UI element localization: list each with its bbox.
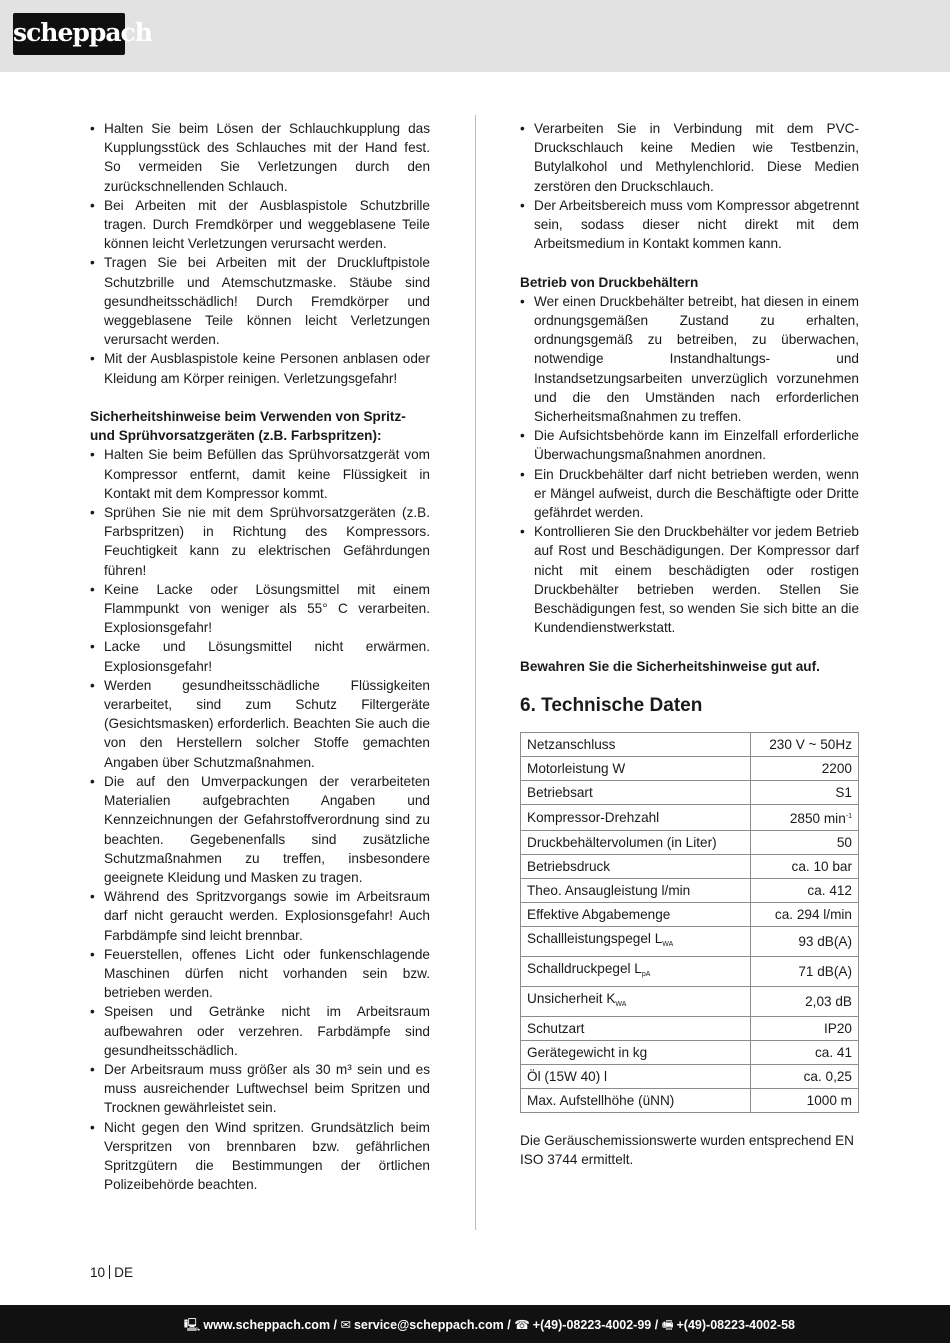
- spec-value: [750, 732, 858, 756]
- safety-list-pvc: [520, 119, 859, 253]
- page-header: [0, 0, 950, 72]
- footer-fax: +(49)-08223-4002-58: [676, 1318, 795, 1332]
- spec-value-text: ca. 10 bar: [791, 858, 852, 874]
- spec-value-text: 230 V ~ 50Hz: [769, 736, 852, 752]
- computer-icon: 🖳: [183, 1318, 201, 1332]
- phone-icon: ☎: [514, 1318, 530, 1332]
- list-item: • Wer einen Druckbehälter betreibt, hat diesen in einem ordnungsgemäßen Zustand zu erhalten, ordnungsgemäß zu betreiben, zu überwachen, notwendige Instandhaltungs- und Instandsetzungsarbeiten unverzüglich vorzunehmen und die den Umständen nach erforderlichen Sicherheitsmaßnahmen zu treffen.: [520, 292, 859, 426]
- spec-value: [750, 1064, 858, 1088]
- table-row: [521, 830, 859, 854]
- spec-value-text: IP20: [824, 1020, 852, 1036]
- spec-label: [521, 830, 751, 854]
- spec-label-subscript: WA: [615, 1000, 627, 1008]
- table-row: [521, 804, 859, 830]
- emission-note: Die Geräuschemissionswerte wurden entsprechend EN ISO 3744 ermittelt.: [520, 1132, 854, 1168]
- list-item: • Während des Spritzvorgangs sowie im Arbeitsraum darf nicht geraucht werden. Explosionsgefahr! Auch Farbdämpfe sind leicht brennbar.: [90, 887, 430, 945]
- list-item: • Keine Lacke oder Lösungsmittel mit einem Flammpunkt von weniger als 55° C verarbeiten. Explosionsgefahr!: [90, 580, 430, 638]
- list-item: • Kontrollieren Sie den Druckbehälter vor jedem Betrieb auf Rost und Beschädigungen. Der Kompressor darf nicht mit einem beschädigten oder rostigen Druckbehälter betrieben werden. Stellen Sie Beschädigungen fest, so wenden Sie sich bitte an die Kundendienstwerkstatt.: [520, 522, 859, 637]
- spec-value-text: 2850 min: [789, 810, 846, 826]
- column-divider: [475, 115, 476, 1230]
- table-row: [521, 756, 859, 780]
- spec-value: [750, 1016, 858, 1040]
- spec-value: [750, 780, 858, 804]
- footer-phone: +(49)-08223-4002-99 /: [532, 1318, 659, 1332]
- spec-value-text: ca. 41: [814, 1044, 852, 1060]
- table-row: [521, 1016, 859, 1040]
- page-number: [90, 1265, 133, 1280]
- spec-label: [521, 878, 751, 902]
- spec-label-text: Betriebsart: [527, 784, 593, 800]
- heading-pressure-vessels: Betrieb von Druckbehältern: [520, 274, 699, 290]
- spec-label-subscript: pA: [641, 970, 651, 978]
- logo-text: scheppach: [13, 18, 152, 47]
- keep-instructions-note: Bewahren Sie die Sicherheitshinweise gut auf.: [520, 658, 820, 674]
- safety-list-pressure-vessels: [520, 292, 859, 638]
- footer-email[interactable]: service@scheppach.com /: [353, 1318, 511, 1332]
- spec-value-text: S1: [835, 784, 852, 800]
- fax-icon: 🖷: [661, 1318, 674, 1332]
- table-row: [521, 732, 859, 756]
- spec-label-text: Theo. Ansaugleistung l/min: [527, 882, 691, 898]
- spec-label: [521, 1016, 751, 1040]
- page-number-separator: [109, 1265, 110, 1279]
- left-column: [90, 119, 430, 1194]
- spec-label: [521, 1040, 751, 1064]
- spec-value: [750, 986, 858, 1016]
- list-item: • Speisen und Getränke nicht im Arbeitsraum aufbewahren oder verzehren. Farbdämpfe sind gesundheitsschädlich.: [90, 1002, 430, 1060]
- table-row: [521, 986, 859, 1016]
- table-row: [521, 1088, 859, 1112]
- spec-label-text: Unsicherheit K: [527, 990, 616, 1006]
- table-row: [521, 1040, 859, 1064]
- spec-label-text: Kompressor-Drehzahl: [527, 809, 660, 825]
- spec-value-text: 2,03 dB: [805, 993, 852, 1009]
- page-number-value: 10: [90, 1265, 106, 1280]
- mail-icon: ✉: [340, 1318, 351, 1332]
- list-item: • Nicht gegen den Wind spritzen. Grundsätzlich beim Verspritzen von brennbaren bzw. gefährlichen Spritzgütern die Bestimmungen der örtlichen Polizeibehörde beachten.: [90, 1118, 430, 1195]
- list-item: • Sprühen Sie nie mit dem Sprühvorsatzgeräten (z.B. Farbspritzen) in Richtung des Kompressors. Feuchtigkeit kann zu elektrischen Gefährdungen führen!: [90, 503, 430, 580]
- spec-label: [521, 780, 751, 804]
- spec-label-text: Schutzart: [527, 1020, 585, 1036]
- spec-label-subscript: WA: [662, 940, 674, 948]
- spec-label: [521, 1064, 751, 1088]
- list-item: • Die auf den Umverpackungen der verarbeiteten Materialien aufgebrachten Angaben und Kennzeichnungen der Gefahrstoffverordnung sind zu beachten. Gegebenenfalls sind zusätzliche Schutzmaßnahmen zu treffen, insbesondere geeignete Kleidung und Masken zu tragen.: [90, 772, 430, 887]
- table-row: [521, 878, 859, 902]
- list-item: • Lacke und Lösungsmittel nicht erwärmen. Explosionsgefahr!: [90, 637, 430, 675]
- spec-label: [521, 902, 751, 926]
- spec-label-text: Schallleistungspegel L: [527, 930, 663, 946]
- spec-value: [750, 756, 858, 780]
- table-row: [521, 926, 859, 956]
- technical-data-table: [520, 732, 859, 1113]
- list-item: • Halten Sie beim Lösen der Schlauchkupplung das Kupplungsstück des Schlauches mit der Hand fest. So vermeiden Sie Verletzungen durch den zurückschnellenden Schlauch.: [90, 119, 430, 196]
- right-column: [520, 119, 859, 1183]
- list-item: • Der Arbeitsraum muss größer als 30 m³ sein und es muss ausreichender Luftwechsel beim Spritzen und Trocknen gewährleistet sein.: [90, 1060, 430, 1118]
- spec-label: [521, 1088, 751, 1112]
- table-row: [521, 780, 859, 804]
- table-row: [521, 1064, 859, 1088]
- spec-value: [750, 830, 858, 854]
- spec-label-text: Effektive Abgabemenge: [527, 906, 671, 922]
- spec-label-text: Druckbehältervolumen (in Liter): [527, 834, 717, 850]
- spec-label-text: Betriebsdruck: [527, 858, 611, 874]
- list-item: • Bei Arbeiten mit der Ausblaspistole Schutzbrille tragen. Durch Fremdkörper und weggeblasene Teile können leicht Verletzungen verursacht werden.: [90, 196, 430, 254]
- spec-value: [750, 854, 858, 878]
- list-item: • Der Arbeitsbereich muss vom Kompressor abgetrennt sein, sodass dieser nicht direkt mit dem Arbeitsmedium in Kontakt kommen kann.: [520, 196, 859, 254]
- heading-spray-safety: Sicherheitshinweise beim Verwenden von Spritz- und Sprühvorsatzgeräten (z.B. Farbspritzen):: [90, 409, 406, 444]
- safety-list-spray: [90, 445, 430, 1194]
- spec-label-text: Max. Aufstellhöhe (üNN): [527, 1092, 675, 1108]
- spec-label: [521, 956, 751, 986]
- spec-value-text: 93 dB(A): [798, 933, 852, 949]
- list-item: • Werden gesundheitsschädliche Flüssigkeiten verarbeitet, sind zum Schutz Filtergeräte (Gesichtsmasken) erforderlich. Beachten Sie auch die von den Herstellern solcher Stoffe gemachten Angaben über Schutzmaßnahmen.: [90, 676, 430, 772]
- spec-label-text: Motorleistung W: [527, 760, 626, 776]
- spec-label: [521, 986, 751, 1016]
- spec-value-text: ca. 412: [807, 882, 852, 898]
- spec-label-text: Netzanschluss: [527, 736, 616, 752]
- spec-label: [521, 732, 751, 756]
- list-item: • Halten Sie beim Befüllen das Sprühvorsatzgerät vom Kompressor entfernt, damit keine Flüssigkeit in Kontakt mit dem Kompressor kommt.: [90, 445, 430, 503]
- spec-value: [750, 804, 858, 830]
- spec-label: [521, 854, 751, 878]
- spec-value-text: ca. 294 l/min: [774, 906, 852, 922]
- spec-label-text: Öl (15W 40) l: [527, 1068, 608, 1084]
- spec-label-text: Schalldruckpegel L: [527, 960, 642, 976]
- footer-website[interactable]: www.scheppach.com /: [203, 1318, 338, 1332]
- spec-value-superscript: -1: [845, 812, 852, 820]
- spec-value-text: 71 dB(A): [798, 963, 852, 979]
- spec-value-text: 2200: [821, 760, 852, 776]
- list-item: • Ein Druckbehälter darf nicht betrieben werden, wenn er Mängel aufweist, durch die Beschäftigte oder Dritte gefährdet werden.: [520, 465, 859, 523]
- spec-label-text: Gerätegewicht in kg: [527, 1044, 648, 1060]
- safety-list-compressed-air: [90, 119, 430, 388]
- spec-label: [521, 804, 751, 830]
- table-row: [521, 902, 859, 926]
- scheppach-logo: [13, 13, 152, 55]
- list-item: • Verarbeiten Sie in Verbindung mit dem PVC-Druckschlauch keine Medien wie Testbenzin, Butylalkohol und Methylenchlorid. Diese Medien zerstören den Druckschlauch.: [520, 119, 859, 196]
- spec-value: [750, 1040, 858, 1064]
- spec-value-text: ca. 0,25: [803, 1068, 852, 1084]
- spec-label: [521, 926, 751, 956]
- table-row: [521, 854, 859, 878]
- spec-value-text: 1000 m: [806, 1092, 852, 1108]
- spec-value: [750, 902, 858, 926]
- page-language: DE: [114, 1265, 134, 1280]
- list-item: • Mit der Ausblaspistole keine Personen anblasen oder Kleidung am Körper reinigen. Verletzungsgefahr!: [90, 349, 430, 387]
- list-item: • Feuerstellen, offenes Licht oder funkenschlagende Maschinen dürfen nicht vorhanden sein bzw. betrieben werden.: [90, 945, 430, 1003]
- spec-value: [750, 878, 858, 902]
- page-footer: [0, 1305, 950, 1343]
- list-item: • Die Aufsichtsbehörde kann im Einzelfall erforderliche Überwachungsmaßnahmen anordnen.: [520, 426, 859, 464]
- list-item: • Tragen Sie bei Arbeiten mit der Druckluftpistole Schutzbrille und Atemschutzmaske. Stäube sind gesundheitsschädlich! Durch Fremdkörper und weggeblasene Teile können leicht Verletzungen verursacht werden.: [90, 253, 430, 349]
- spec-value: [750, 1088, 858, 1112]
- spec-label: [521, 756, 751, 780]
- spec-value: [750, 956, 858, 986]
- table-row: [521, 956, 859, 986]
- spec-value-text: 50: [836, 834, 852, 850]
- spec-value: [750, 926, 858, 956]
- section-title-technical-data: 6. Technische Daten: [520, 694, 703, 716]
